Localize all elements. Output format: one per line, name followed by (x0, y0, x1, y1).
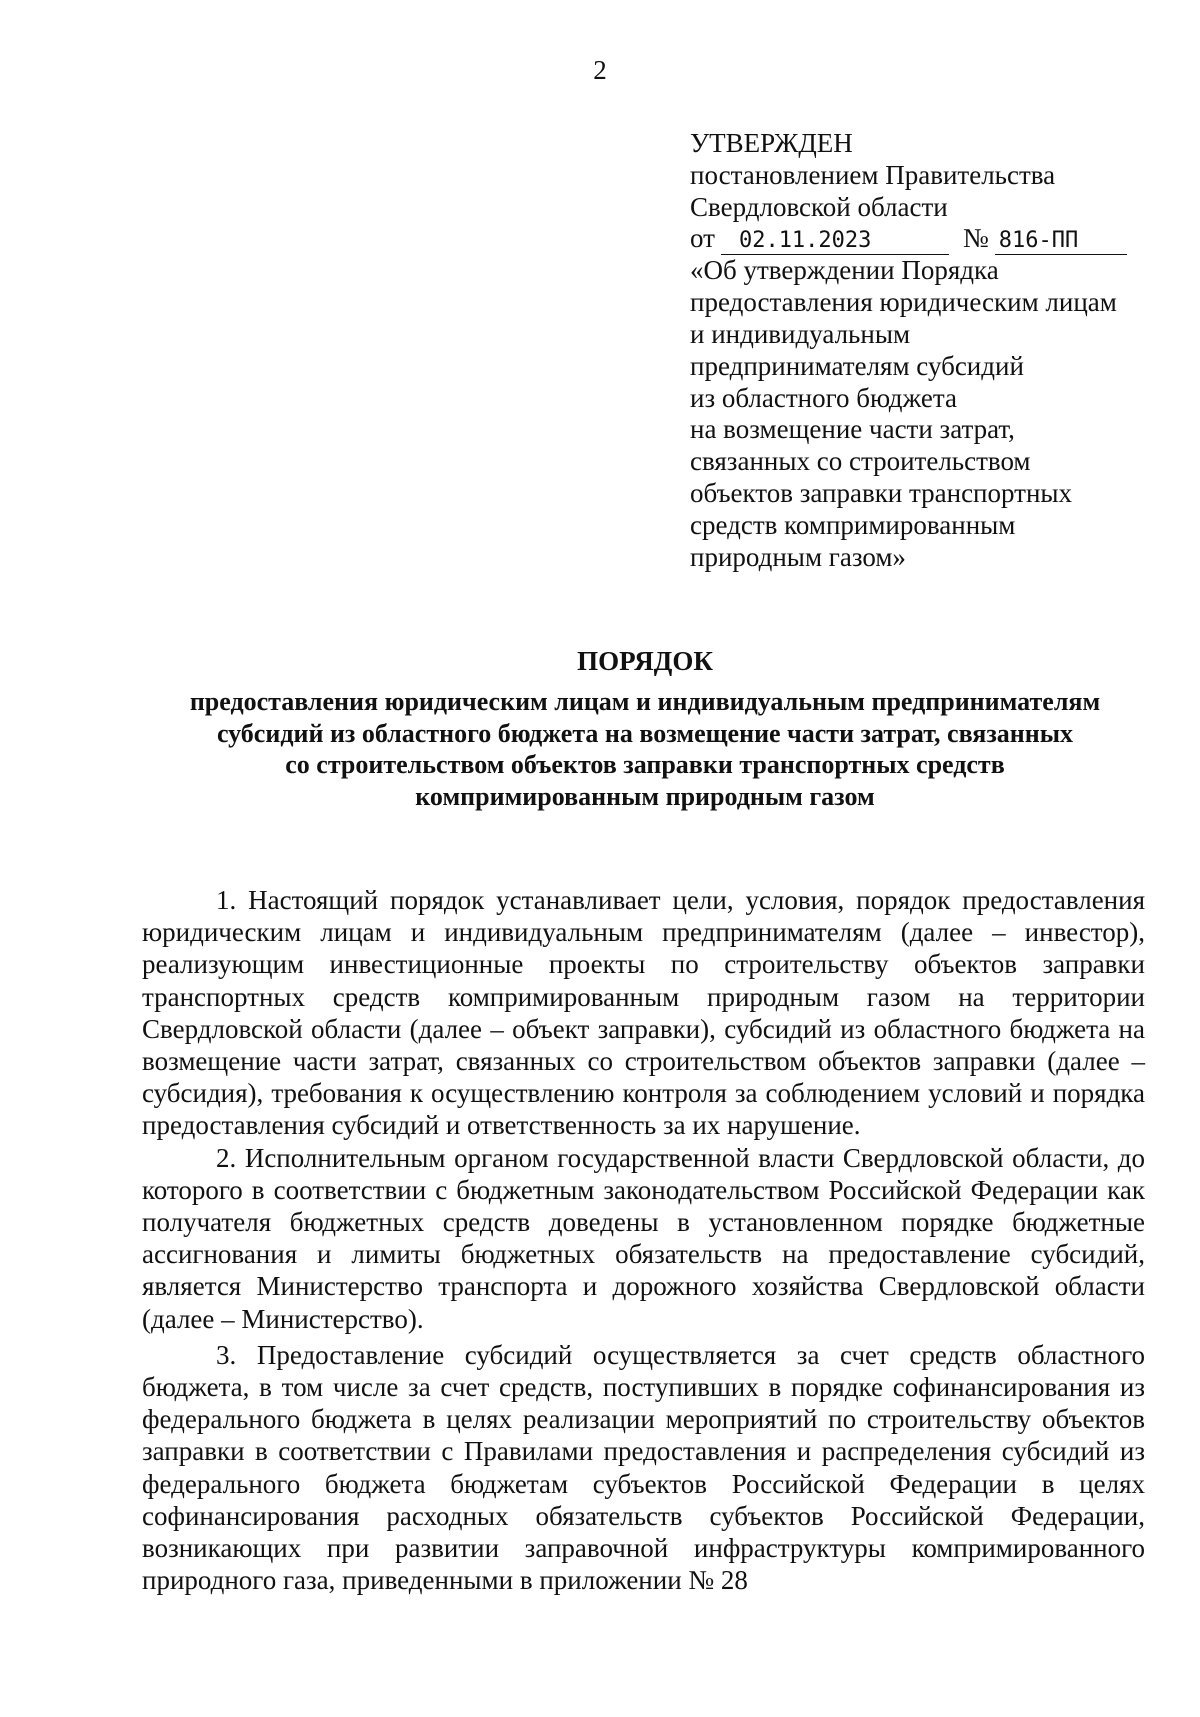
approval-number: 816-ПП (995, 228, 1127, 255)
subtitle-line: предоставления юридическим лицам и индивидуальным предпринимателям (189, 687, 1101, 716)
approval-title-line: средств компримированным (690, 509, 1016, 540)
subtitle-line: компримированным природным газом (415, 781, 875, 811)
approval-title-line: на возмещение части затрат, (690, 414, 1015, 445)
subtitle-line: со строительством объектов заправки транспортных средств (285, 750, 1005, 779)
page-number: 2 (593, 55, 607, 85)
approval-line-1: постановлением Правительства (690, 159, 1056, 190)
approval-stamp (690, 128, 1160, 573)
approval-line-2: Свердловской области (690, 191, 948, 222)
paragraph-2: 2. Исполнительным органом государственной власти Свердловской области, до которого в соответствии с бюджетным законодательством Российской Федерации как получателя бюджетных средств доведены в установленном порядке бюджетные ассигнования и лимиты бюджетных обязательств на предоставление субсидий, является Министерство транспорта и дорожного хозяйства Свердловской области (далее – Министерство). (142, 1142, 1145, 1334)
approval-date-line (690, 223, 1160, 255)
approval-date: 02.11.2023 (721, 228, 949, 255)
subtitle-line: субсидий из областного бюджета на возмещение части затрат, связанных (216, 718, 1074, 748)
approval-title-line: «Об утверждении Порядка (690, 255, 999, 286)
approval-heading: УТВЕРЖДЕН (690, 128, 853, 158)
approval-title-line: природным газом» (690, 541, 906, 572)
document-title: ПОРЯДОК (577, 646, 713, 676)
approval-title-line: предоставления юридическим лицам (690, 287, 1117, 318)
document-body (142, 884, 1145, 1596)
approval-title-line: объектов заправки транспортных (690, 477, 1073, 508)
approval-title-line: из областного бюджета (690, 382, 957, 413)
approval-title-line: и индивидуальным (690, 318, 911, 349)
number-label: № (962, 223, 989, 254)
approval-title-line: связанных со строительством (690, 446, 1031, 477)
approval-title-line: предпринимателям субсидий (690, 350, 1024, 381)
document-subtitle (140, 686, 1150, 812)
paragraph-1: 1. Настоящий порядок устанавливает цели, условия, порядок предоставления юридическим лицам и индивидуальным предпринимателям (далее – инвестор), реализующим инвестиционные проекты по строительству объектов заправки транспортных средств компримированным природным газом на территории Свердловской области (далее – объект заправки), субсидий из областного бюджета на возмещение части затрат, связанных со строительством объектов заправки (далее – субсидия), требования к осуществлению контроля за соблюдением условий и порядка предоставления субсидий и ответственность за их нарушение. (142, 885, 1145, 1141)
from-label: от (690, 223, 715, 254)
paragraph-3: 3. Предоставление субсидий осуществляется за счет средств областного бюджета, в том числе за счет средств, поступивших в порядке софинансирования из федерального бюджета в целях реализации мероприятий по строительству объектов заправки в соответствии с Правилами предоставления и распределения субсидий из федерального бюджета бюджетам субъектов Российской Федерации в целях софинансирования расходных обязательств субъектов Российской Федерации, возникающих при развитии заправочной инфраструктуры компримированного природного газа, приведенными в приложении № 28 (142, 1339, 1145, 1596)
